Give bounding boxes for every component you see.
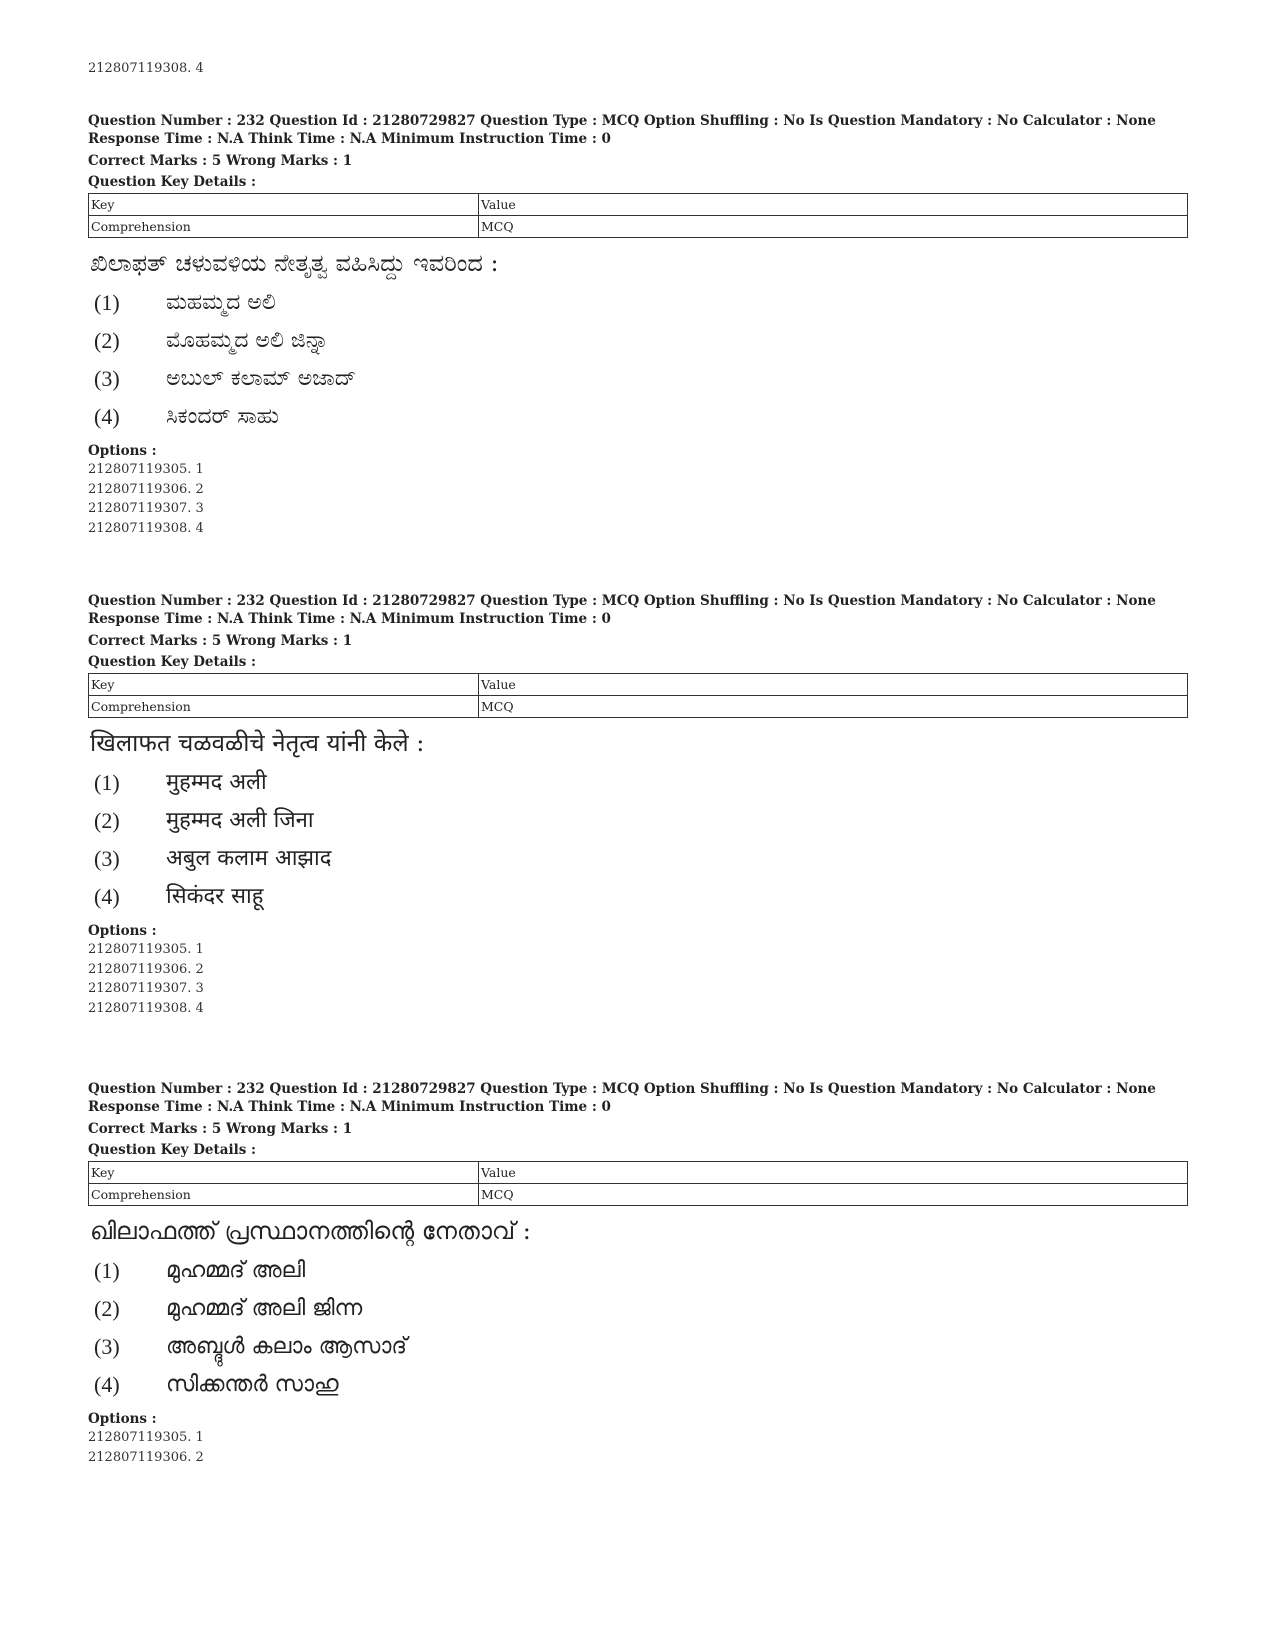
option-id: 212807119306. 2 <box>88 961 204 977</box>
option-item <box>88 1290 1188 1328</box>
table-cell-key: Comprehension <box>89 696 479 718</box>
question-meta-line-1: Question Number : 232 Question Id : 21280729827 Question Type : MCQ Option Shuffling : No Is Question Mandatory : No Calculator : None <box>88 593 1156 609</box>
table-cell-value: MCQ <box>479 696 1188 718</box>
option-id: 212807119307. 3 <box>88 501 204 516</box>
option-text: अबुल कलाम आझाद <box>166 846 332 871</box>
question-meta-line-1: Question Number : 232 Question Id : 21280729827 Question Type : MCQ Option Shuffling : No Is Question Mandatory : No Calculator : None <box>88 1081 1156 1097</box>
key-details-label: Question Key Details : <box>88 654 257 670</box>
option-id: 212807119308. 4 <box>88 1000 204 1016</box>
table-header-key: Key <box>89 1162 479 1184</box>
option-number: (4) <box>94 1372 120 1397</box>
option-item <box>88 398 1188 436</box>
table-row <box>89 696 1188 718</box>
option-item <box>88 284 1188 322</box>
option-item <box>88 1328 1188 1366</box>
marks-line: Correct Marks : 5 Wrong Marks : 1 <box>88 633 353 649</box>
option-number: (1) <box>94 290 120 315</box>
key-value-table <box>88 673 1188 718</box>
option-number: (2) <box>94 808 120 833</box>
question-meta-line-2: Response Time : N.A Think Time : N.A Minimum Instruction Time : 0 <box>88 1099 611 1115</box>
question-meta-line-2: Response Time : N.A Think Time : N.A Minimum Instruction Time : 0 <box>88 131 611 147</box>
option-item <box>88 878 1188 916</box>
table-cell-key: Comprehension <box>89 1184 479 1206</box>
table-header-row <box>89 674 1188 696</box>
marks-line: Correct Marks : 5 Wrong Marks : 1 <box>88 1121 353 1137</box>
option-number: (2) <box>94 328 120 353</box>
option-id: 212807119306. 2 <box>88 1449 204 1465</box>
option-number: (2) <box>94 1296 120 1321</box>
question-block-1 <box>88 112 1188 538</box>
table-header-value: Value <box>479 194 1188 216</box>
options-label: Options : <box>88 1411 157 1427</box>
option-number: (3) <box>94 366 120 391</box>
table-row <box>89 216 1188 238</box>
table-header-value: Value <box>479 674 1188 696</box>
option-text: സിക്കന്തർ സാഹു <box>166 1372 339 1397</box>
question-meta-line-1: Question Number : 232 Question Id : 21280729827 Question Type : MCQ Option Shuffling : No Is Question Mandatory : No Calculator : None <box>88 113 1156 129</box>
option-text: मुहम्मद अली <box>166 770 267 795</box>
key-details-label: Question Key Details : <box>88 174 257 190</box>
option-id: 212807119305. 1 <box>88 1430 204 1445</box>
table-cell-key: Comprehension <box>89 216 479 238</box>
table-row <box>89 1184 1188 1206</box>
option-number: (3) <box>94 846 120 871</box>
table-header-value: Value <box>479 1162 1188 1184</box>
table-header-key: Key <box>89 194 479 216</box>
option-item <box>88 1366 1188 1404</box>
option-number: (4) <box>94 404 120 429</box>
key-value-table <box>88 193 1188 238</box>
table-header-row <box>89 194 1188 216</box>
table-cell-value: MCQ <box>479 216 1188 238</box>
option-text: ಅಬುಲ್ ಕಲಾಮ್ ಅಜಾದ್ <box>166 366 357 391</box>
question-block-2 <box>88 592 1188 1018</box>
question-text: खिलाफत चळवळीचे नेतृत्व यांनी केले : <box>90 729 425 757</box>
option-text: ಮೊಹಮ್ಮದ ಅಲಿ ಜಿನ್ನಾ <box>166 328 329 353</box>
option-number: (1) <box>94 770 120 795</box>
option-id: 212807119306. 2 <box>88 481 204 497</box>
option-number: (1) <box>94 1258 120 1283</box>
marks-line: Correct Marks : 5 Wrong Marks : 1 <box>88 153 353 169</box>
table-header-key: Key <box>89 674 479 696</box>
option-text: ಮಹಮ್ಮದ ಅಲಿ <box>166 290 276 315</box>
option-text: ಸಿಕಂದರ್ ಸಾಹು <box>166 404 279 429</box>
option-text: सिकंदर साहू <box>166 884 264 909</box>
option-id: 212807119307. 3 <box>88 981 204 996</box>
option-text: मुहम्मद अली जिना <box>166 808 314 833</box>
table-cell-value: MCQ <box>479 1184 1188 1206</box>
option-item <box>88 1252 1188 1290</box>
question-text: ಖಿಲಾಫತ್ ಚಳುವಳಿಯ ನೇತೃತ್ವ ವಹಿಸಿದ್ದು ಇವರಿಂದ : <box>90 249 499 277</box>
option-number: (4) <box>94 884 120 909</box>
option-item <box>88 360 1188 398</box>
option-number: (3) <box>94 1334 120 1359</box>
question-meta-line-2: Response Time : N.A Think Time : N.A Minimum Instruction Time : 0 <box>88 611 611 627</box>
option-id: 212807119305. 1 <box>88 942 204 957</box>
trailing-option-id: 212807119308. 4 <box>88 61 204 76</box>
option-id: 212807119305. 1 <box>88 462 204 477</box>
option-id: 212807119308. 4 <box>88 520 204 536</box>
option-item <box>88 322 1188 360</box>
option-text: മുഹമ്മദ് അലി <box>166 1258 306 1283</box>
options-label: Options : <box>88 443 157 459</box>
option-text: മുഹമ്മദ് അലി ജിന്ന <box>166 1296 363 1321</box>
question-block-3 <box>88 1080 1188 1467</box>
key-value-table <box>88 1161 1188 1206</box>
key-details-label: Question Key Details : <box>88 1142 257 1158</box>
option-item <box>88 802 1188 840</box>
option-item <box>88 764 1188 802</box>
option-text: അബ്ദുൾ കലാം ആസാദ് <box>166 1334 408 1359</box>
question-text: ഖിലാഫത്ത് പ്രസ്ഥാനത്തിന്റെ നേതാവ് : <box>90 1217 531 1245</box>
options-label: Options : <box>88 923 157 939</box>
option-item <box>88 840 1188 878</box>
table-header-row <box>89 1162 1188 1184</box>
